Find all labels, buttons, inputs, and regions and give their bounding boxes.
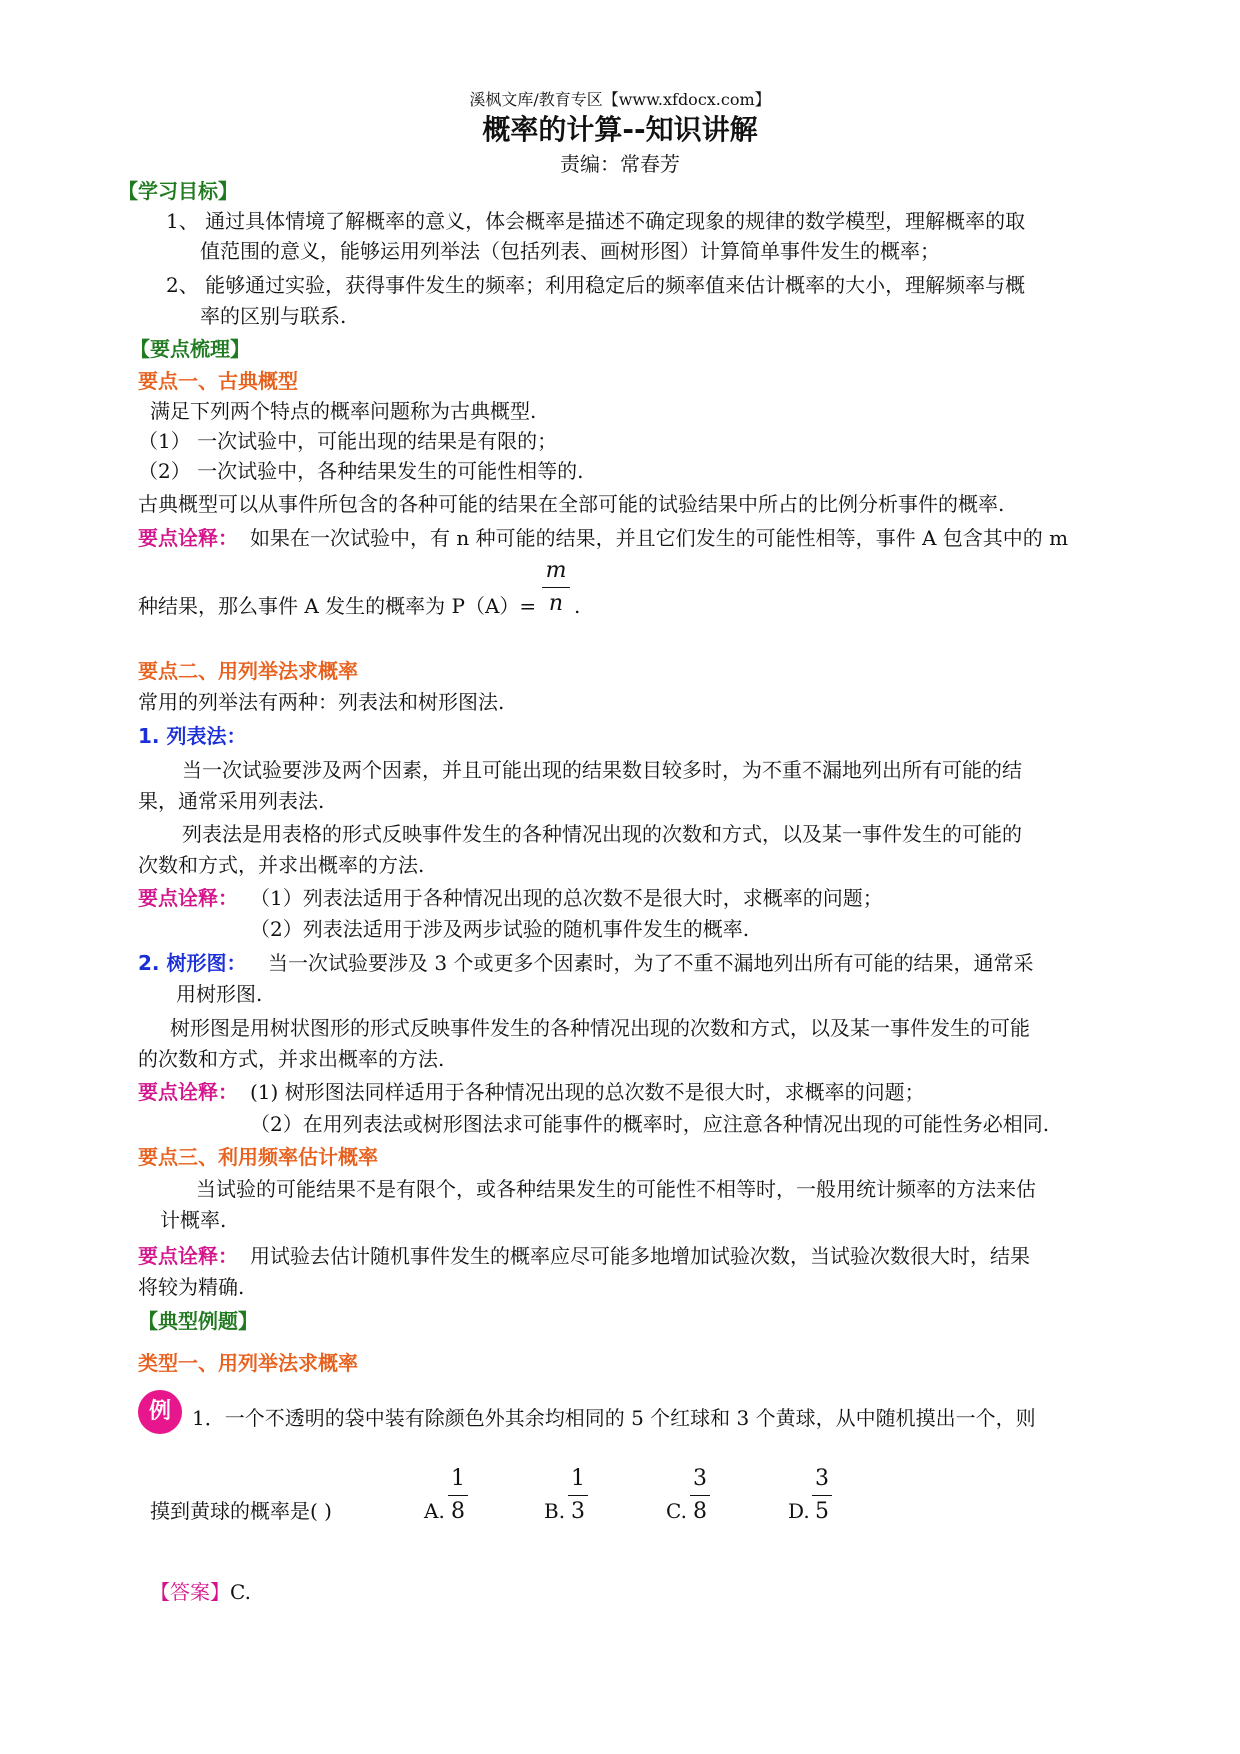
point-3-note-line-2: 将较为精确.	[138, 1275, 245, 1299]
method-2-label: 2. 树形图：	[138, 951, 247, 975]
option-d-label: D.	[788, 1499, 810, 1523]
method-2-note-label: 要点诠释：	[138, 1080, 238, 1104]
option-b-numerator: 1	[571, 1466, 585, 1491]
option-b-denominator: 3	[571, 1499, 585, 1524]
point-3-heading: 要点三、利用频率估计概率	[138, 1145, 378, 1169]
formula-numerator: m	[545, 558, 567, 583]
option-c-fraction	[690, 1466, 710, 1525]
method-2-line-2: 用树形图.	[176, 982, 263, 1006]
fraction-bar	[568, 1495, 588, 1496]
method-1-note-2: （2）列表法适用于涉及两步试验的随机事件发生的概率.	[250, 917, 750, 941]
answer-label: 【答案】	[150, 1580, 230, 1604]
option-a-label: A.	[424, 1499, 445, 1523]
option-a-numerator: 1	[451, 1466, 465, 1491]
editor-line: 责编：常春芳	[560, 152, 680, 176]
document-title: 概率的计算--知识讲解	[482, 113, 758, 146]
objective-2-line-2: 率的区别与联系.	[200, 304, 347, 328]
probability-formula	[542, 558, 570, 617]
point-1-heading: 要点一、古典概型	[138, 369, 298, 393]
point-3-note-label: 要点诠释：	[138, 1244, 238, 1268]
point-1-note-line-1: 如果在一次试验中，有 n 种可能的结果，并且它们发生的可能性相等，事件 A 包含其中的 m	[250, 526, 1069, 550]
point-1-note-label: 要点诠释：	[138, 526, 238, 550]
option-a-denominator: 8	[451, 1499, 465, 1524]
option-d-denominator: 5	[815, 1499, 829, 1524]
question-1-line-1: 1．一个不透明的袋中装有除颜色外其余均相同的 5 个红球和 3 个黄球，从中随机摸出一个，则	[192, 1406, 1036, 1430]
objectives-heading: 【学习目标】	[118, 179, 238, 203]
option-a-fraction	[448, 1466, 468, 1525]
point-2-intro: 常用的列举法有两种：列表法和树形图法.	[138, 690, 505, 714]
objective-2-line-1: 2、 能够通过实验，获得事件发生的频率；利用稳定后的频率值来估计概率的大小，理解频率与概	[166, 273, 1026, 297]
fraction-bar	[690, 1495, 710, 1496]
option-b-fraction	[568, 1466, 588, 1525]
fraction-bar	[448, 1495, 468, 1496]
objective-1-line-1: 1、 通过具体情境了解概率的意义，体会概率是描述不确定现象的规律的数学模型，理解概率的取	[166, 209, 1026, 233]
option-c-numerator: 3	[693, 1466, 707, 1491]
summary-heading: 【要点梳理】	[130, 337, 250, 361]
option-b-label: B.	[544, 1499, 566, 1523]
method-1-line-3: 列表法是用表格的形式反映事件发生的各种情况出现的次数和方式，以及某一事件发生的可能的	[182, 822, 1022, 846]
method-1-line-1: 当一次试验要涉及两个因素，并且可能出现的结果数目较多时，为不重不漏地列出所有可能的结	[182, 758, 1022, 782]
point-2-heading: 要点二、用列举法求概率	[138, 659, 358, 683]
answer-value: C.	[230, 1580, 251, 1604]
question-1-line-2: 摸到黄球的概率是( )	[150, 1499, 332, 1523]
method-2-line-3: 树形图是用树状图形的形式反映事件发生的各种情况出现的次数和方式，以及某一事件发生的可能	[170, 1016, 1030, 1040]
point-1-note-line-2: 种结果，那么事件 A 发生的概率为 P（A）=	[138, 594, 537, 618]
type-1-heading: 类型一、用列举法求概率	[138, 1351, 358, 1375]
point-3-line-2: 计概率.	[160, 1208, 227, 1232]
examples-heading: 【典型例题】	[138, 1309, 258, 1333]
example-badge: 例	[138, 1390, 182, 1434]
site-header: 溪枫文库/教育专区【www.xfdocx.com】	[469, 90, 771, 109]
point-1-condition-1: （1） 一次试验中，可能出现的结果是有限的；	[138, 429, 558, 453]
point-3-note-line-1: 用试验去估计随机事件发生的概率应尽可能多地增加试验次数，当试验次数很大时，结果	[250, 1244, 1030, 1268]
fraction-bar	[542, 587, 570, 588]
point-1-condition-2: （2） 一次试验中，各种结果发生的可能性相等的.	[138, 459, 584, 483]
method-1-line-2: 果，通常采用列表法.	[138, 789, 325, 813]
objective-1-line-2: 值范围的意义，能够运用列举法（包括列表、画树形图）计算简单事件发生的概率；	[200, 239, 940, 263]
point-1-body: 古典概型可以从事件所包含的各种可能的结果在全部可能的试验结果中所占的比例分析事件的概率.	[138, 492, 1005, 516]
fraction-bar	[812, 1495, 832, 1496]
method-2-note-1: (1) 树形图法同样适用于各种情况出现的总次数不是很大时，求概率的问题；	[250, 1080, 925, 1104]
option-d-fraction	[812, 1466, 832, 1525]
formula-denominator: n	[548, 591, 564, 616]
method-1-note-1: （1）列表法适用于各种情况出现的总次数不是很大时，求概率的问题；	[250, 886, 883, 910]
option-d-numerator: 3	[815, 1466, 829, 1491]
method-2-line-4: 的次数和方式，并求出概率的方法.	[138, 1047, 445, 1071]
method-1-note-label: 要点诠释：	[138, 886, 238, 910]
method-1-line-4: 次数和方式，并求出概率的方法.	[138, 853, 425, 877]
point-1-intro: 满足下列两个特点的概率问题称为古典概型.	[150, 399, 537, 423]
method-2-line-1: 当一次试验要涉及 3 个或更多个因素时，为了不重不漏地列出所有可能的结果，通常采	[268, 951, 1034, 975]
method-1-label: 1. 列表法：	[138, 724, 247, 748]
option-c-denominator: 8	[693, 1499, 707, 1524]
point-3-line-1: 当试验的可能结果不是有限个，或各种结果发生的可能性不相等时，一般用统计频率的方法来估	[196, 1177, 1036, 1201]
formula-period: .	[574, 594, 581, 618]
method-2-note-2: （2）在用列表法或树形图法求可能事件的概率时，应注意各种情况出现的可能性务必相同.	[250, 1112, 1050, 1136]
option-c-label: C.	[666, 1499, 687, 1523]
